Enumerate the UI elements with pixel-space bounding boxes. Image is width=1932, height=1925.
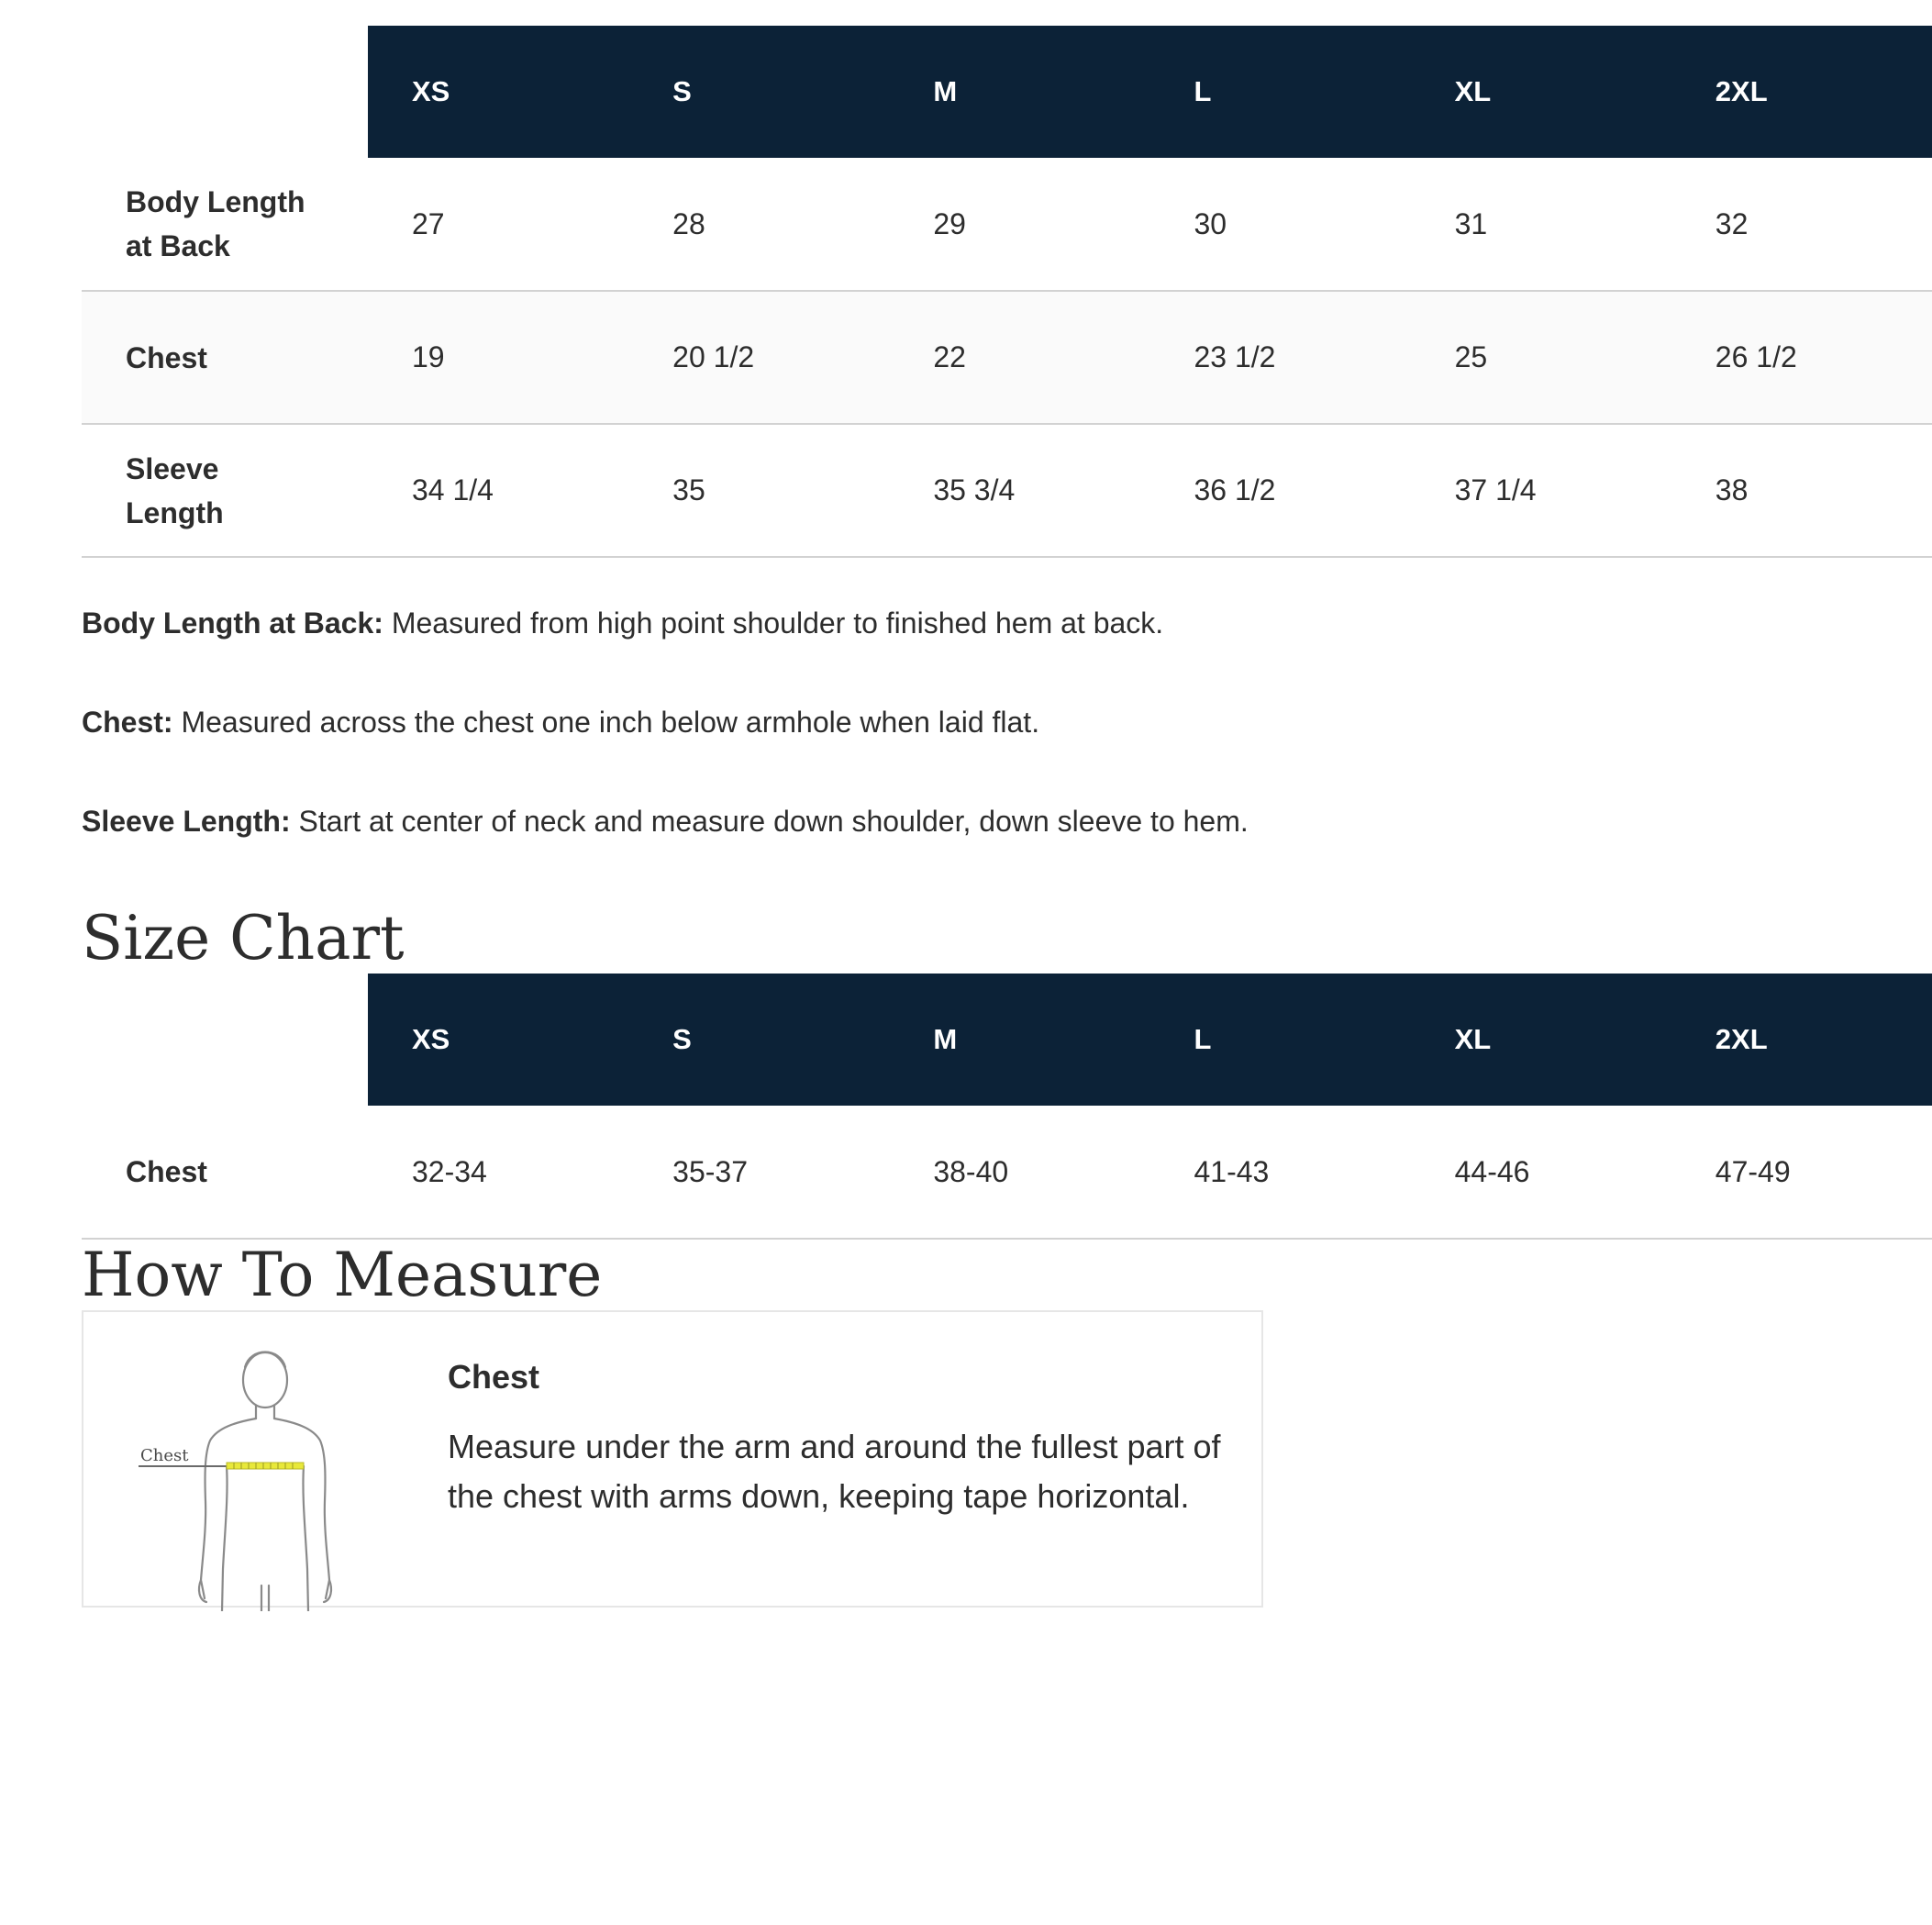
size-chart-header-corner xyxy=(82,974,368,1106)
measure-card-text xyxy=(448,1358,1227,1521)
table-cell: 36 1/2 xyxy=(1194,473,1276,506)
how-to-measure-title: How To Measure xyxy=(82,1240,603,1310)
specs-header-size: XS xyxy=(368,26,628,158)
table-cell: 30 xyxy=(1194,206,1227,240)
table-cell: 44-46 xyxy=(1454,1154,1530,1188)
size-chart-table xyxy=(82,974,1932,1240)
table-cell: 26 1/2 xyxy=(1715,340,1797,373)
measure-card-description: Measure under the arm and around the fullest part of the chest with arms down, keeping tape horizontal. xyxy=(448,1428,1221,1515)
definition-term: Chest: xyxy=(82,706,173,739)
specs-header-size: 2XL xyxy=(1671,26,1932,158)
figure-chest-label: Chest xyxy=(140,1446,189,1465)
definition-chest xyxy=(82,705,1932,740)
table-cell: 35-37 xyxy=(672,1154,748,1188)
table-cell: 47-49 xyxy=(1715,1154,1791,1188)
row-label: Chest xyxy=(126,340,207,374)
definition-text: Measured from high point shoulder to finished hem at back. xyxy=(383,606,1164,640)
specs-header-size: S xyxy=(628,26,889,158)
size-chart-header-size: M xyxy=(889,974,1149,1106)
table-cell: 23 1/2 xyxy=(1194,340,1276,373)
table-cell: 34 1/4 xyxy=(412,473,494,506)
size-chart-header-size: XL xyxy=(1411,974,1671,1106)
definition-sleeve-length xyxy=(82,804,1932,839)
row-label: Sleeve Length xyxy=(126,451,224,529)
table-cell: 28 xyxy=(672,206,705,240)
table-cell: 32-34 xyxy=(412,1154,487,1188)
table-cell: 41-43 xyxy=(1194,1154,1270,1188)
specs-row-sleeve-length xyxy=(82,424,1932,557)
table-cell: 38-40 xyxy=(933,1154,1009,1188)
size-chart-header-size: XS xyxy=(368,974,628,1106)
definition-body-length xyxy=(82,606,1932,640)
size-chart-row-chest xyxy=(82,1106,1932,1239)
specs-header-row xyxy=(82,26,1932,158)
specs-row-chest xyxy=(82,291,1932,424)
table-cell: 32 xyxy=(1715,206,1749,240)
table-cell: 35 xyxy=(672,473,705,506)
table-cell: 31 xyxy=(1454,206,1488,240)
specs-header-size: L xyxy=(1149,26,1410,158)
table-cell: 38 xyxy=(1715,473,1749,506)
garment-specs-table xyxy=(82,26,1932,558)
table-cell: 22 xyxy=(933,340,966,373)
table-cell: 25 xyxy=(1454,340,1488,373)
size-chart-header-row xyxy=(82,974,1932,1106)
size-guide-page xyxy=(82,26,1932,1608)
size-chart-header-size: S xyxy=(628,974,889,1106)
definition-term: Body Length at Back: xyxy=(82,606,383,640)
table-cell: 27 xyxy=(412,206,445,240)
row-label: Chest xyxy=(126,1155,207,1188)
specs-header-corner xyxy=(82,26,368,158)
definition-text: Measured across the chest one inch below armhole when laid flat. xyxy=(172,706,1040,739)
measurement-definitions xyxy=(82,606,1932,839)
table-cell: 35 3/4 xyxy=(933,473,1016,506)
definition-text: Start at center of neck and measure down shoulder, down sleeve to hem. xyxy=(290,805,1249,838)
table-cell: 29 xyxy=(933,206,966,240)
specs-header-size: M xyxy=(889,26,1149,158)
definition-term: Sleeve Length: xyxy=(82,805,291,838)
size-chart-header-size: L xyxy=(1149,974,1410,1106)
table-cell: 19 xyxy=(412,340,445,373)
specs-header-size: XL xyxy=(1411,26,1671,158)
specs-row-body-length xyxy=(82,158,1932,291)
measure-card-title: Chest xyxy=(448,1358,540,1396)
chest-measurement-illustration xyxy=(128,1340,403,1611)
row-label: Body Length at Back xyxy=(126,185,305,262)
table-cell: 37 1/4 xyxy=(1454,473,1537,506)
size-chart-header-size: 2XL xyxy=(1671,974,1932,1106)
tape-measure-icon xyxy=(227,1463,304,1469)
size-chart-title: Size Chart xyxy=(82,903,405,974)
measure-card-chest xyxy=(82,1310,1263,1608)
table-cell: 20 1/2 xyxy=(672,340,755,373)
